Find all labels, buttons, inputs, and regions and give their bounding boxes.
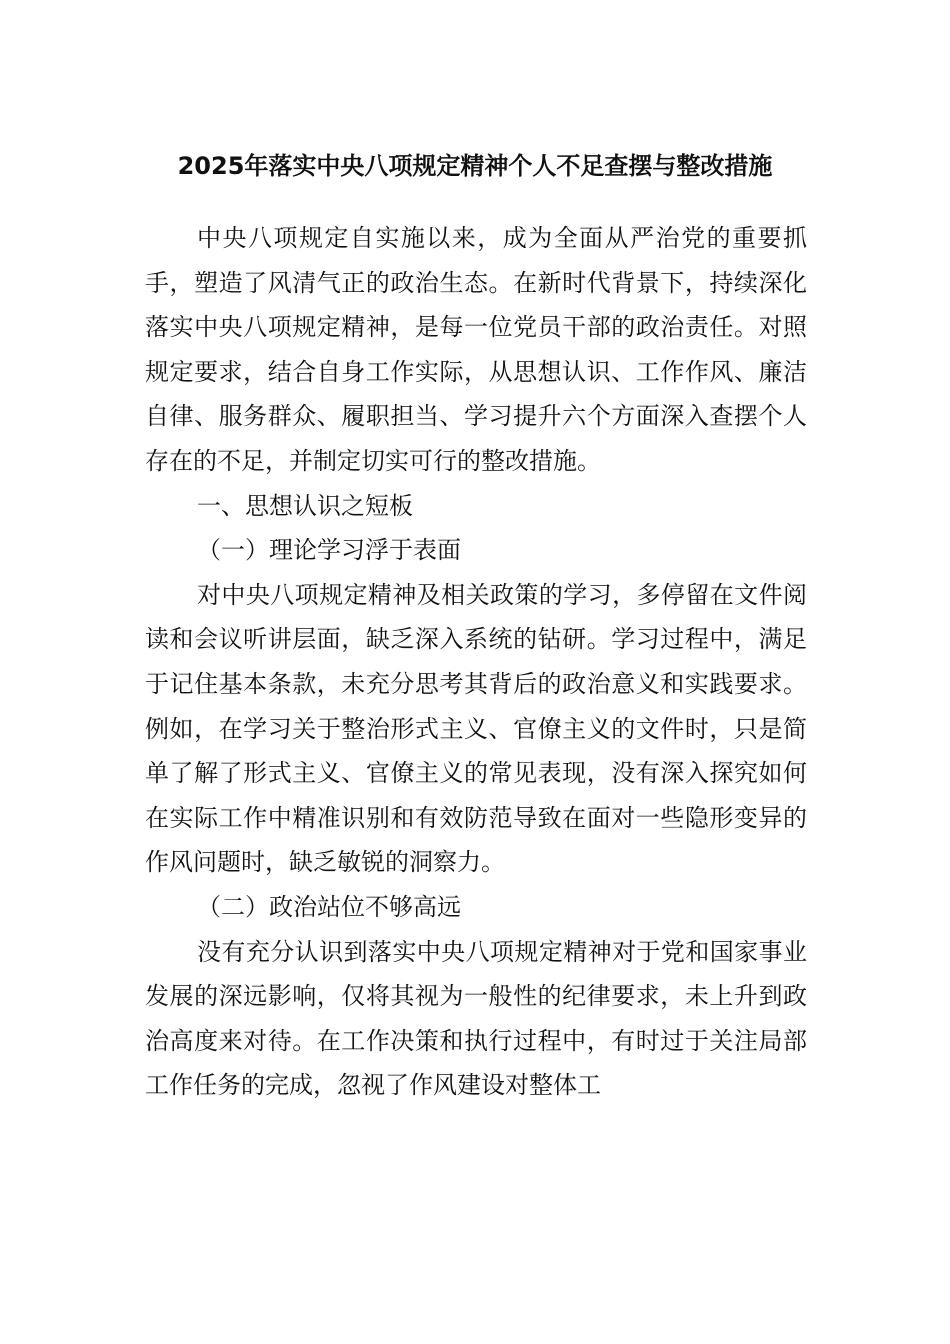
subsection-heading: （二）政治站位不够高远 [197,892,461,921]
document-body [145,216,807,1108]
body-paragraph: 对中央八项规定精神及相关政策的学习，多停留在文件阅读和会议听讲层面，缺乏深入系统的钻研。学习过程中，满足于记住基本条款，未充分思考其背后的政治意义和实践要求。例如，在学习关于整治形式主义、官僚主义的文件时，只是简单了解了形式主义、官僚主义的常见表现，没有深入探究如何在实际工作中精准识别和有效防范导致在面对一些隐形变异的作风问题时，缺乏敏锐的洞察力。 [145,580,807,877]
body-paragraph: 没有充分认识到落实中央八项规定精神对于党和国家事业发展的深远影响，仅将其视为一般性的纪律要求，未上升到政治高度来对待。在工作决策和执行过程中，有时过于关注局部工作任务的完成，忽视了作风建设对整体工 [145,937,807,1100]
title-text: 年落实中央八项规定精神个人不足查摆与整改措施 [244,152,773,180]
subsection-heading: （一）理论学习浮于表面 [197,536,461,565]
section-heading: 一、思想认识之短板 [197,491,413,520]
title-year: 2025 [177,152,245,180]
intro-paragraph: 中央八项规定自实施以来，成为全面从严治党的重要抓手，塑造了风清气正的政治生态。在新时代背景下，持续深化落实中央八项规定精神，是每一位党员干部的政治责任。对照规定要求，结合自身工作实际，从思想认识、工作作风、廉洁自律、服务群众、履职担当、学习提升六个方面深入查摆个人存在的不足，并制定切实可行的整改措施。 [145,224,807,475]
document-title [0,148,950,184]
